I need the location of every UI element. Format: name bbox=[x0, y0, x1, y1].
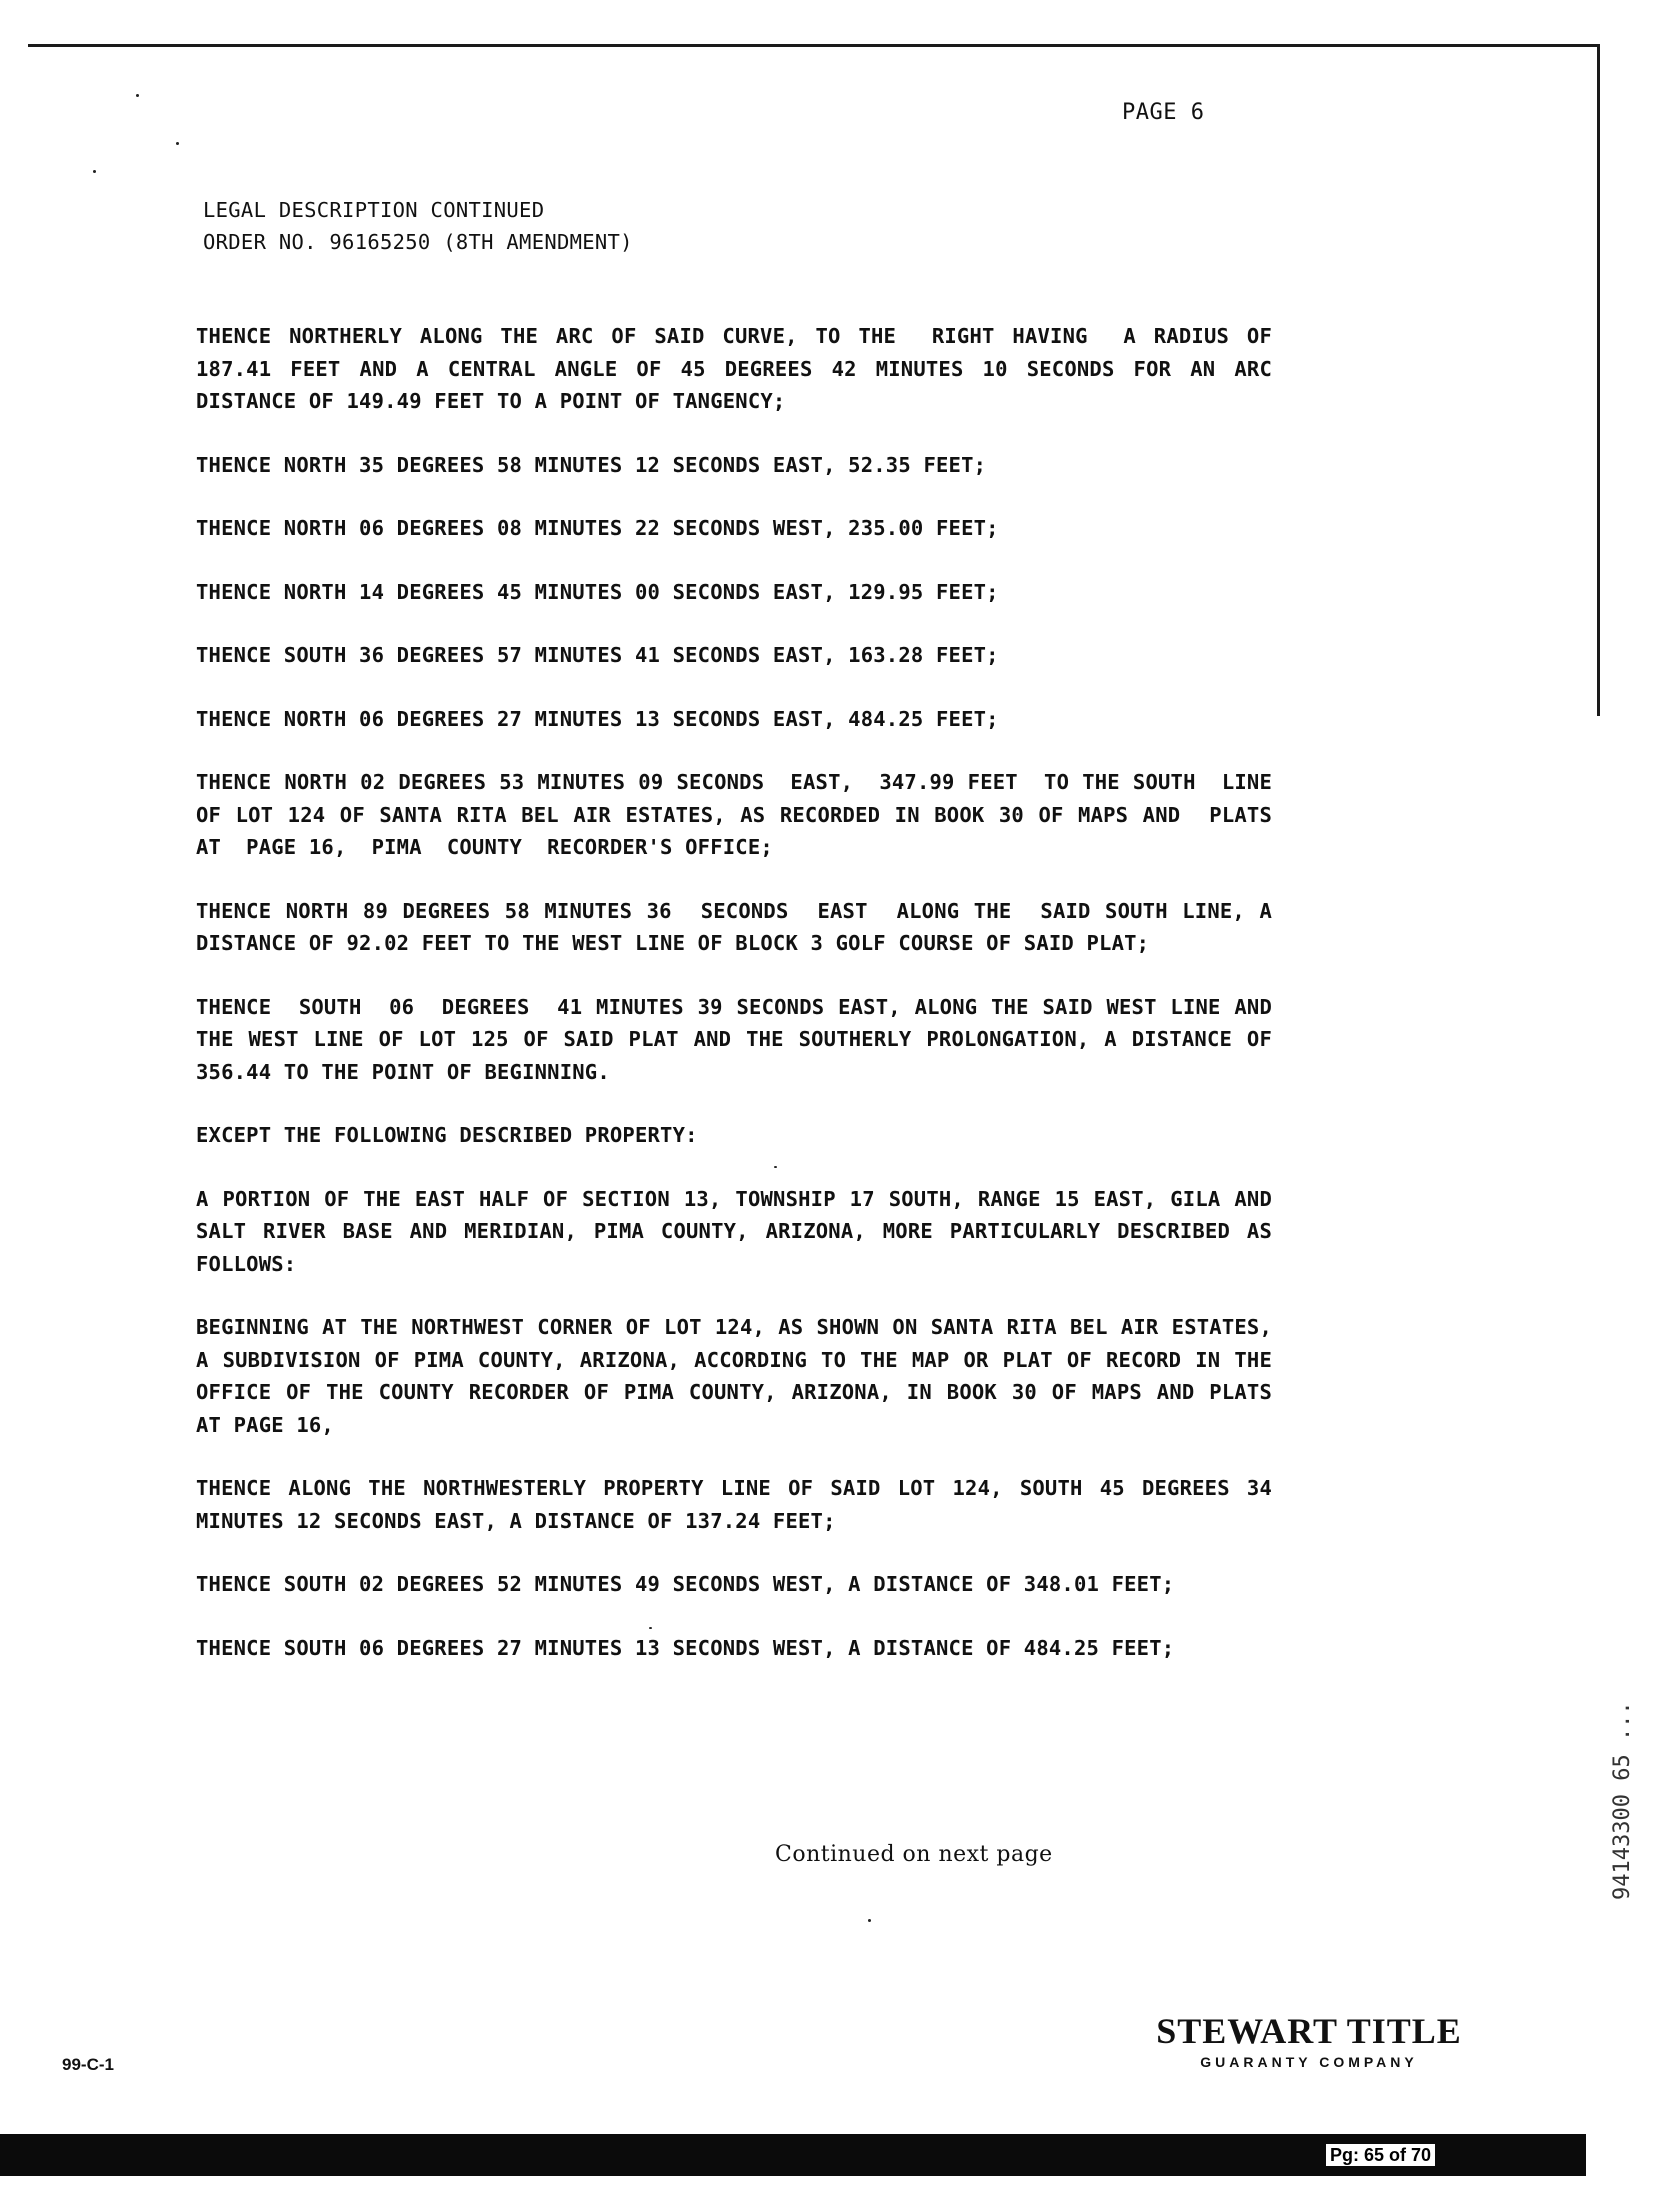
paragraph: THENCE NORTH 35 DEGREES 58 MINUTES 12 SECONDS EAST, 52.35 FEET; bbox=[196, 452, 987, 477]
scan-speck bbox=[136, 94, 139, 97]
margin-stamp-text: 94143300 65 ... bbox=[1610, 1701, 1635, 1900]
paragraph: THENCE NORTH 06 DEGREES 08 MINUTES 22 SECONDS WEST, 235.00 FEET; bbox=[196, 516, 999, 540]
continued-note: Continued on next page bbox=[775, 1842, 1053, 1867]
paragraph: THENCE NORTH 89 DEGREES 58 MINUTES 36 SECONDS EAST ALONG THE SAID SOUTH LINE, A DISTANCE OF 92.02 FEET TO THE WEST LINE OF BLOCK 3 GOLF COURSE OF SAID PLAT; bbox=[196, 898, 1285, 955]
order-number: ORDER NO. 96165250 (8TH AMENDMENT) bbox=[203, 230, 633, 254]
legal-description-body bbox=[196, 320, 1298, 1695]
paragraph: THENCE NORTH 14 DEGREES 45 MINUTES 00 SECONDS EAST, 129.95 FEET; bbox=[196, 579, 999, 604]
scan-speck bbox=[93, 170, 96, 173]
paragraph: THENCE SOUTH 02 DEGREES 52 MINUTES 49 SECONDS WEST, A DISTANCE OF 348.01 FEET; bbox=[196, 1572, 1175, 1596]
paragraph: THENCE ALONG THE NORTHWESTERLY PROPERTY LINE OF SAID LOT 124, SOUTH 45 DEGREES 34 MINUTES 12 SECONDS EAST, A DISTANCE OF 137.24 FEET; bbox=[196, 1476, 1285, 1533]
margin-stamp bbox=[1610, 1700, 1650, 2100]
logo-name: STEWART TITLE bbox=[1156, 2011, 1462, 2051]
paragraph: THENCE SOUTH 06 DEGREES 41 MINUTES 39 SECONDS EAST, ALONG THE SAID WEST LINE AND THE WEST LINE OF LOT 125 OF SAID PLAT AND THE SOUTHERLY PROLONGATION, A DISTANCE OF 356.44 TO THE POINT OF BEGINNING. bbox=[196, 994, 1285, 1084]
paragraph: THENCE SOUTH 06 DEGREES 27 MINUTES 13 SECONDS WEST, A DISTANCE OF 484.25 FEET; bbox=[196, 1635, 1175, 1660]
paragraph: THENCE NORTH 02 DEGREES 53 MINUTES 09 SECONDS EAST, 347.99 FEET TO THE SOUTH LINE OF LOT 124 OF SANTA RITA BEL AIR ESTATES, AS RECORDED IN BOOK 30 OF MAPS AND PLATS AT PAGE 16, PIMA COUNTY RECORDER'S OFFICE; bbox=[196, 770, 1298, 859]
paragraph: THENCE NORTH 06 DEGREES 27 MINUTES 13 SECONDS EAST, 484.25 FEET; bbox=[196, 706, 999, 731]
page-number: PAGE 6 bbox=[1122, 100, 1205, 125]
scan-speck bbox=[868, 1919, 871, 1922]
paragraph: EXCEPT THE FOLLOWING DESCRIBED PROPERTY: bbox=[196, 1123, 698, 1147]
company-logo bbox=[1114, 2010, 1504, 2070]
scan-border-top bbox=[28, 44, 1600, 47]
logo-subtitle: GUARANTY COMPANY bbox=[1200, 2054, 1418, 2070]
form-code: 99-C-1 bbox=[62, 2055, 114, 2074]
page-count: Pg: 65 of 70 bbox=[1326, 2144, 1435, 2166]
scan-border-right bbox=[1597, 44, 1600, 716]
paragraph: BEGINNING AT THE NORTHWEST CORNER OF LOT 124, AS SHOWN ON SANTA RITA BEL AIR ESTATES, A SUBDIVISION OF PIMA COUNTY, ARIZONA, ACCORDING TO THE MAP OR PLAT OF RECORD IN THE OFFICE OF THE COUNTY RECORDER OF PIMA COUNTY, ARIZONA, IN BOOK 30 OF MAPS AND PLATS AT PAGE 16, bbox=[196, 1315, 1285, 1437]
paragraph: THENCE NORTHERLY ALONG THE ARC OF SAID CURVE, TO THE RIGHT HAVING A RADIUS OF 187.41 FEET AND A CENTRAL ANGLE OF 45 DEGREES 42 MINUTES 10 SECONDS FOR AN ARC DISTANCE OF 149.49 FEET TO A POINT OF TANGENCY; bbox=[196, 324, 1285, 413]
document-header bbox=[203, 194, 633, 258]
scan-speck bbox=[176, 142, 179, 145]
header-title: LEGAL DESCRIPTION CONTINUED bbox=[203, 198, 545, 222]
paragraph: A PORTION OF THE EAST HALF OF SECTION 13, TOWNSHIP 17 SOUTH, RANGE 15 EAST, GILA AND SALT RIVER BASE AND MERIDIAN, PIMA COUNTY, ARIZONA, MORE PARTICULARLY DESCRIBED AS FOLLOWS: bbox=[196, 1186, 1285, 1276]
paragraph: THENCE SOUTH 36 DEGREES 57 MINUTES 41 SECONDS EAST, 163.28 FEET; bbox=[196, 643, 999, 667]
